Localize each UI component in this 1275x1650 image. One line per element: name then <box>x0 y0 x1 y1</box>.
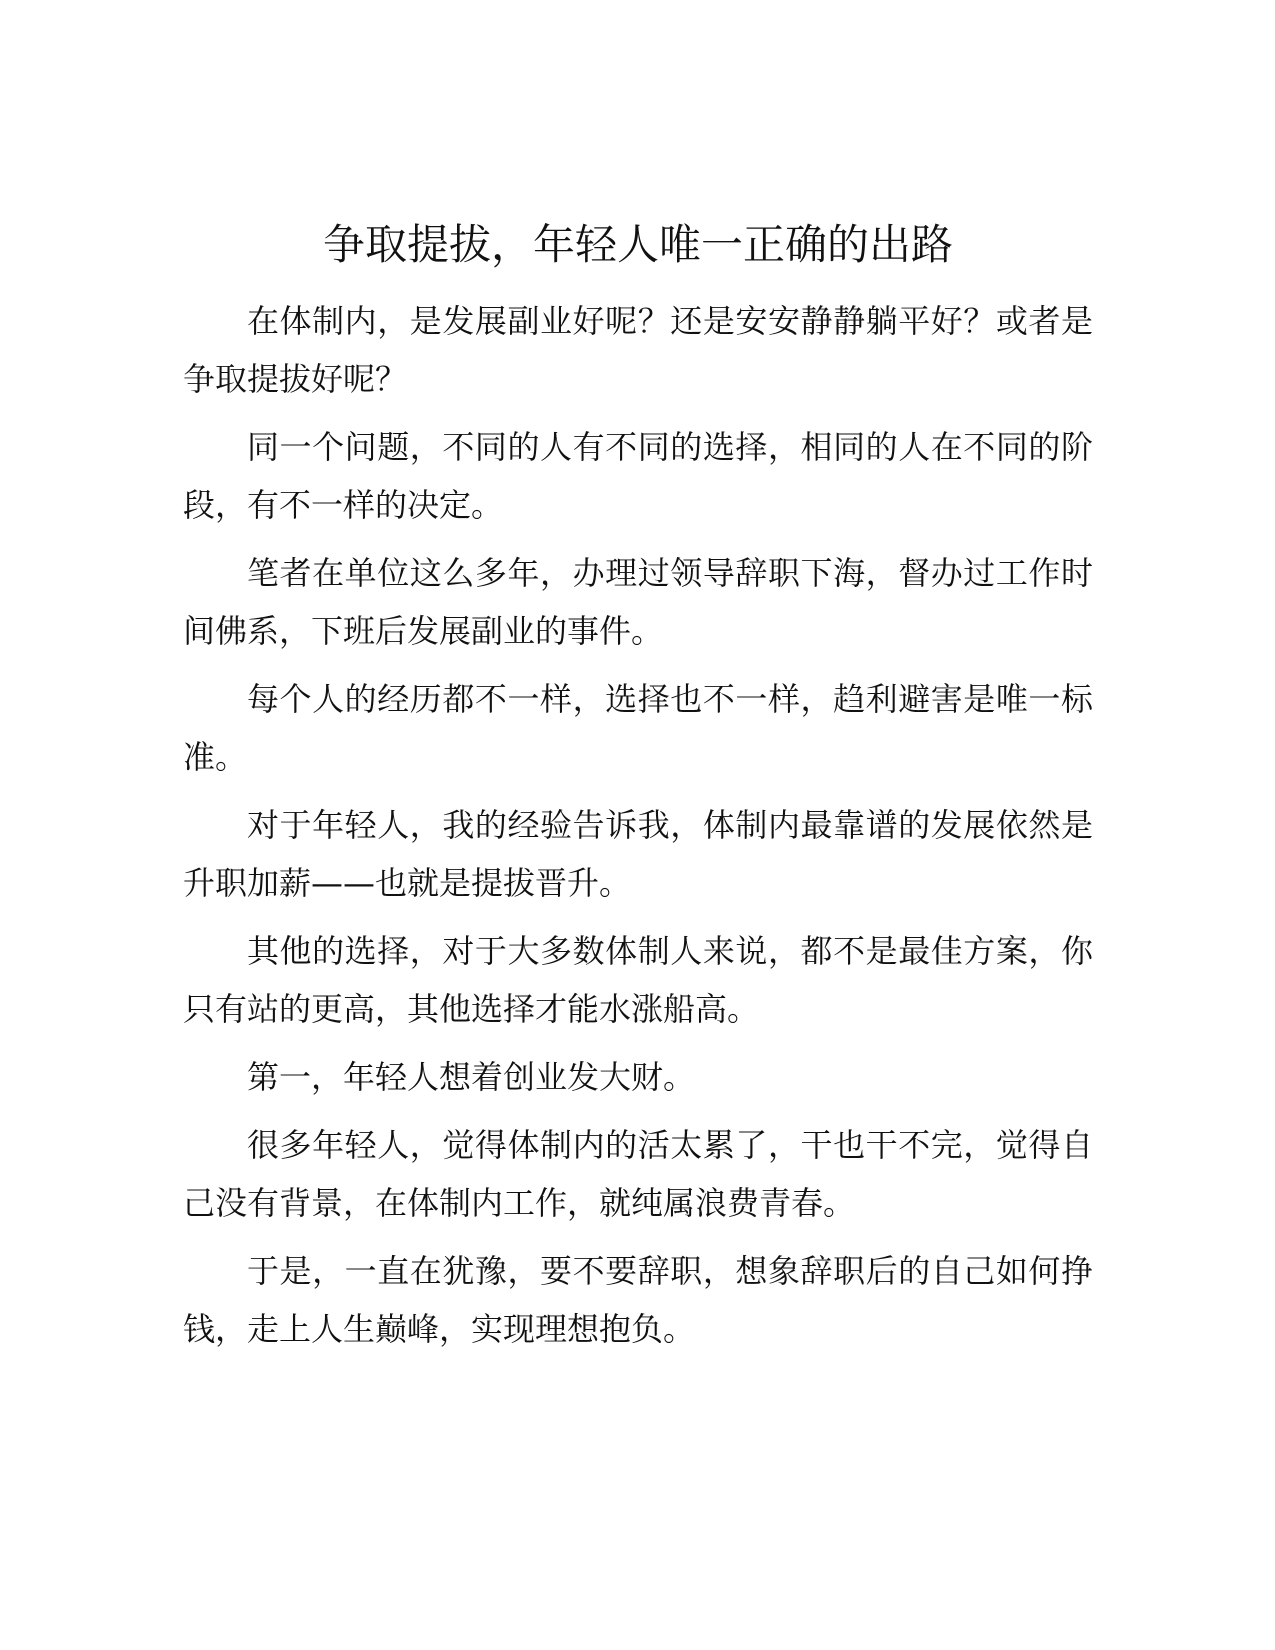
paragraph-7: 第一，年轻人想着创业发大财。 <box>247 1058 696 1096</box>
paragraph-1: 在体制内，是发展副业好呢？还是安安静静躺平好？或者是争取提拔好呢？ <box>183 302 1093 398</box>
paragraph-2: 同一个问题，不同的人有不同的选择，相同的人在不同的阶段，有不一样的决定。 <box>183 428 1093 524</box>
paragraph-3: 笔者在单位这么多年，办理过领导辞职下海，督办过工作时间佛系，下班后发展副业的事件。 <box>183 554 1093 650</box>
paragraph-6: 其他的选择，对于大多数体制人来说，都不是最佳方案，你只有站的更高，其他选择才能水涨船高。 <box>183 932 1093 1028</box>
document-title: 争取提拔，年轻人唯一正确的出路 <box>322 220 953 269</box>
document-body <box>183 210 1093 1368</box>
paragraph-4: 每个人的经历都不一样，选择也不一样，趋利避害是唯一标准。 <box>183 680 1093 776</box>
paragraph-5: 对于年轻人，我的经验告诉我，体制内最靠谱的发展依然是升职加薪——也就是提拔晋升。 <box>183 806 1093 902</box>
paragraph-8: 很多年轻人，觉得体制内的活太累了，干也干不完，觉得自己没有背景，在体制内工作，就纯属浪费青春。 <box>183 1126 1093 1222</box>
paragraph-9: 于是，一直在犹豫，要不要辞职，想象辞职后的自己如何挣钱，走上人生巅峰，实现理想抱负。 <box>183 1252 1093 1348</box>
